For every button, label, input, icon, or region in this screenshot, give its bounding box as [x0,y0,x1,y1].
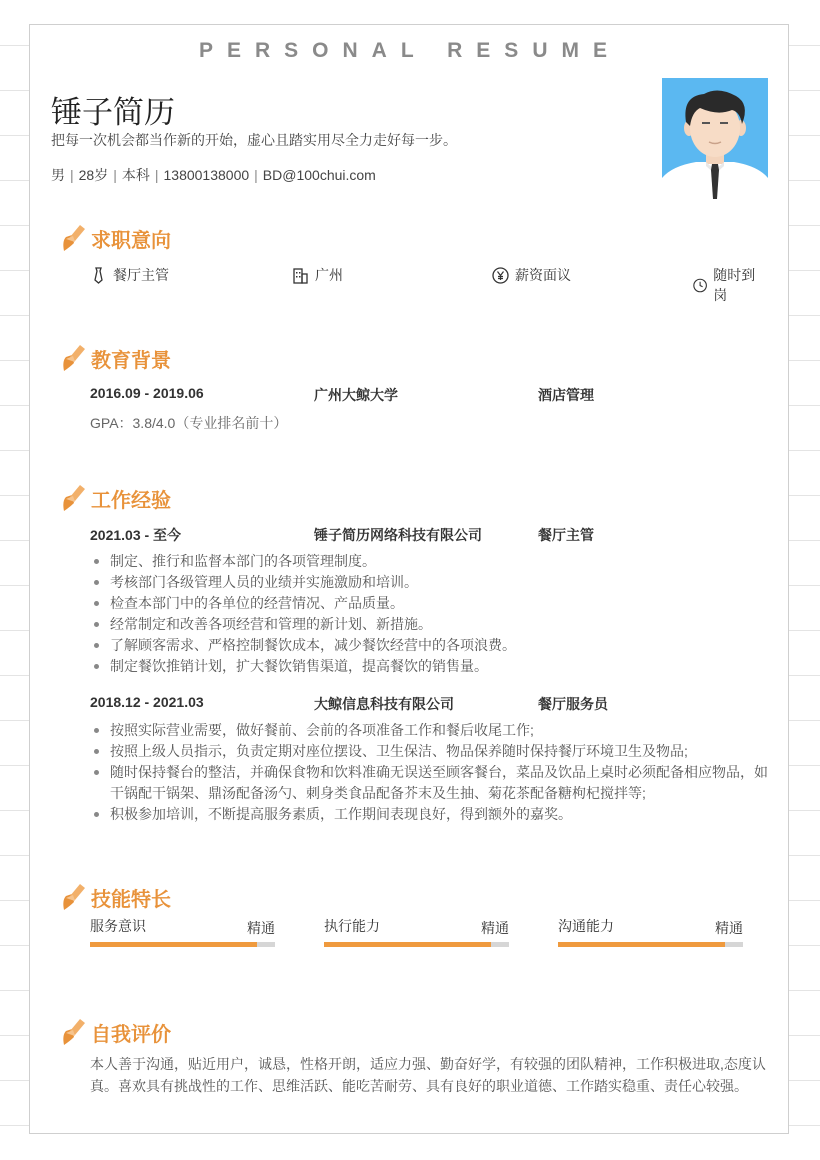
list-item: 了解顾客需求、严格控制餐饮成本，减少餐饮经营中的各项浪费。 [110,635,770,656]
skill-name: 服务意识 [90,918,146,934]
self-evaluation-text: 本人善于沟通，贴近用户，诚恳，性格开朗，适应力强、勤奋好学，有较强的团队精神，工作积极进取,态度认真。喜欢具有挑战性的工作、思维活跃、能吃苦耐劳、具有良好的职业道德、工作踏实稳重、责任心较强。 [90,1056,766,1094]
intent-label: 随时到岗 [713,267,756,303]
job-period: 2018.12 - 2021.03 [90,694,204,710]
intent-salary [492,265,571,285]
skill-level: 精通 [481,920,509,936]
skill-bar [90,942,275,947]
intent-label: 薪资面议 [515,267,571,283]
skill-name: 执行能力 [324,918,380,934]
education-major: 酒店管理 [538,387,594,403]
skill-bar-fill [324,942,491,947]
clock-icon [693,277,707,294]
skill-bar-fill [558,942,725,947]
pen-hand-icon [60,1015,88,1047]
education-section [60,339,760,433]
email: BD@100chui.com [262,167,376,183]
intent-availability [693,265,760,305]
skill-item [90,916,275,962]
section-title: 自我评价 [91,1024,171,1046]
job-period: 2021.03 - 至今 [90,527,182,543]
education-row [60,385,760,405]
education-gpa: GPA：3.8/4.0（专业排名前十） [90,415,288,431]
intent-label: 广州 [315,267,343,283]
list-item: 考核部门各级管理人员的业绩并实施激励和培训。 [110,572,770,593]
separator: | [154,167,159,183]
section-header [60,339,760,373]
section-title: 求职意向 [91,230,171,252]
building-icon [292,267,309,284]
intent-row [60,259,760,303]
avatar [662,78,768,199]
job-duties [60,720,770,825]
job-company: 大鲸信息科技有限公司 [314,696,454,712]
avatar-illustration [662,78,768,199]
list-item: 制定、推行和监督本部门的各项管理制度。 [110,551,770,572]
tie-icon [90,267,107,284]
separator: | [70,167,74,183]
section-header [60,1013,760,1047]
pen-hand-icon [60,880,88,912]
list-item: 随时保持餐台的整洁，并确保食物和饮料准确无误送至顾客餐台，菜品及饮品上桌时必须配备相应物品，如干锅配干锅架、鼎汤配备汤勺、刺身类食品配备芥末及生抽、菊花茶配备糖枸杞搅拌等; [110,762,770,804]
candidate-name: 锤子简历 [51,95,175,130]
pen-hand-icon [60,221,88,253]
job-intent-section [60,219,760,303]
intent-position [90,265,169,285]
separator: | [113,167,117,183]
intent-city [292,265,343,285]
skill-bar [558,942,743,947]
job-row [60,525,760,545]
job-role: 餐厅服务员 [538,696,608,712]
phone: 13800138000 [163,167,250,183]
list-item: 检查本部门中的各单位的经营情况、产品质量。 [110,593,770,614]
yen-coin-icon [492,267,509,284]
section-header [60,878,760,912]
self-evaluation-section [60,1013,766,1097]
job-duties [60,551,770,677]
resume-sheet [29,24,789,1134]
section-title: 工作经验 [91,490,171,512]
list-item: 按照上级人员指示，负责定期对座位摆设、卫生保洁、物品保养随时保持餐厅环境卫生及物品; [110,741,770,762]
skill-name: 沟通能力 [558,918,614,934]
work-section [60,479,768,825]
skills-section [60,878,760,966]
skill-level: 精通 [247,920,275,936]
skill-item [558,916,743,962]
job-row [60,694,760,714]
job-company: 锤子简历网络科技有限公司 [314,527,482,543]
gender: 男 [51,167,65,183]
list-item: 经常制定和改善各项经营和管理的新计划、新措施。 [110,614,770,635]
list-item: 积极参加培训，不断提高服务素质，工作期间表现良好，得到额外的嘉奖。 [110,804,770,825]
resume-banner: PERSONAL RESUME [199,39,621,62]
degree: 本科 [121,167,150,183]
contact-line [51,165,376,185]
section-header [60,479,760,513]
job-role: 餐厅主管 [538,527,594,543]
education-period: 2016.09 - 2019.06 [90,385,204,401]
skill-item [324,916,509,962]
skills-row [60,916,760,966]
skill-bar [324,942,509,947]
pen-hand-icon [60,481,88,513]
list-item: 制定餐饮推销计划，扩大餐饮销售渠道，提高餐饮的销售量。 [110,656,770,677]
section-title: 教育背景 [91,350,171,372]
intent-label: 餐厅主管 [113,267,169,283]
education-school: 广州大鲸大学 [314,387,398,403]
skill-level: 精通 [715,920,743,936]
section-title: 技能特长 [91,889,171,911]
skill-bar-fill [90,942,257,947]
section-header [60,219,760,253]
pen-hand-icon [60,341,88,373]
list-item: 按照实际营业需要，做好餐前、会前的各项准备工作和餐后收尾工作; [110,720,770,741]
age: 28岁 [78,167,109,183]
candidate-motto: 把每一次机会都当作新的开始，虚心且踏实用尽全力走好每一步。 [51,132,457,148]
separator: | [254,167,258,183]
